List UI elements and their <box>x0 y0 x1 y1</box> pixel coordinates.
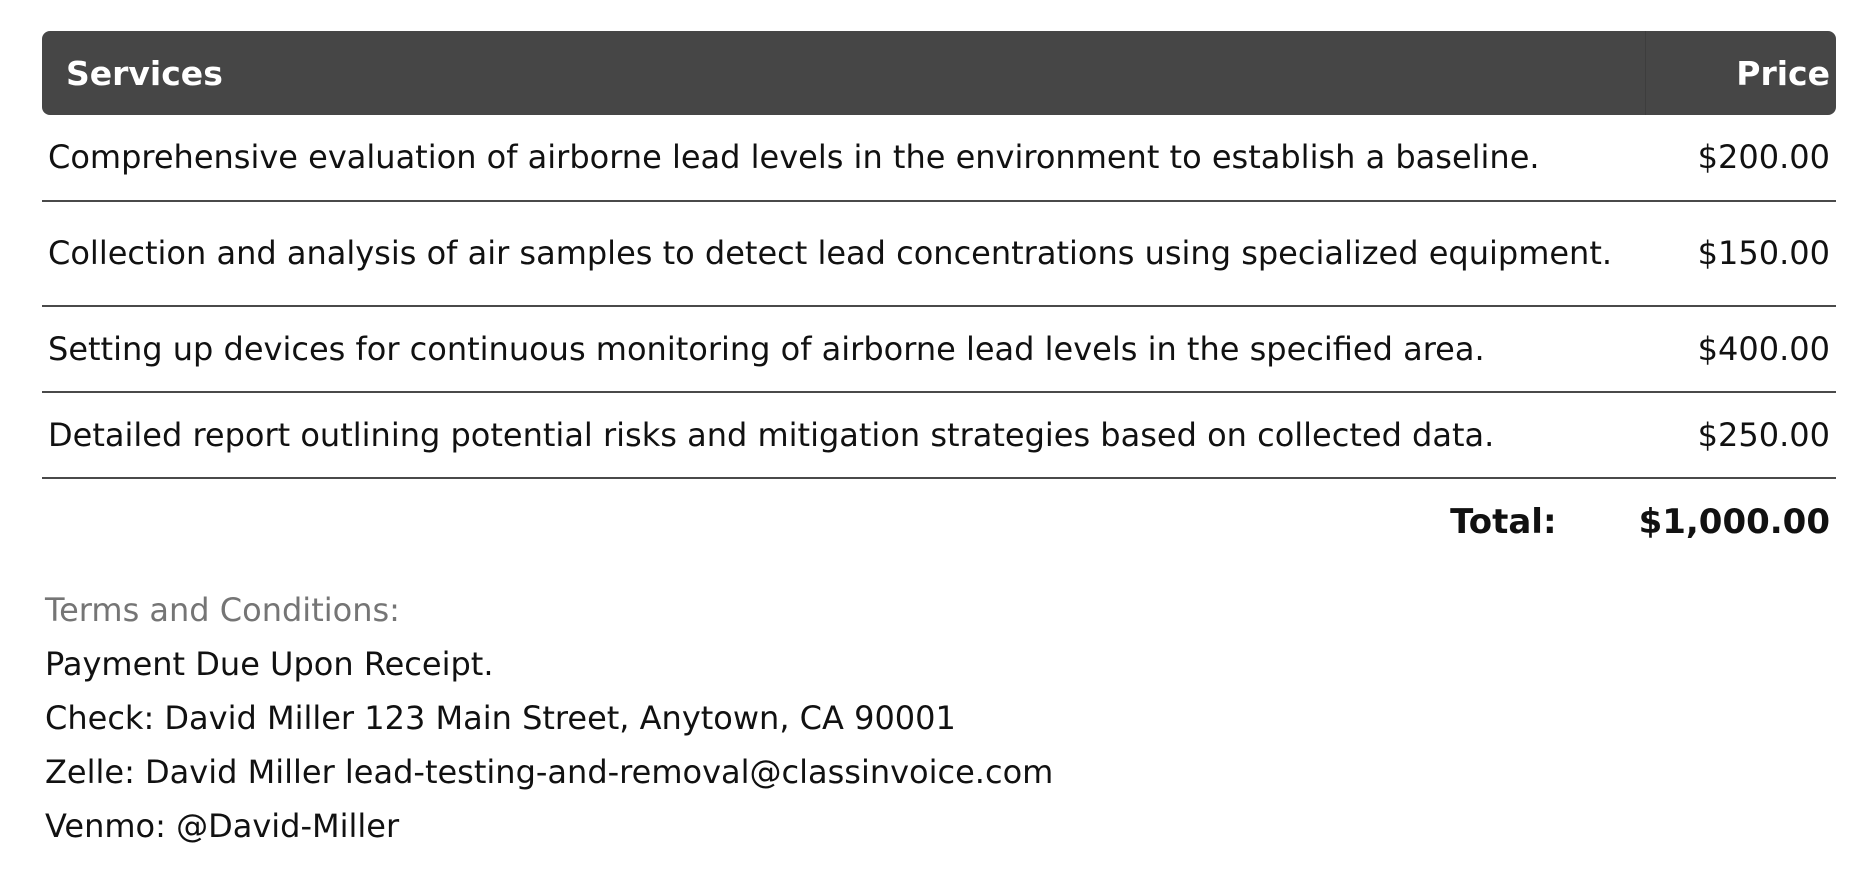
terms-venmo-info: Venmo: @David-Miller <box>45 807 400 845</box>
service-price: $200.00 <box>1646 115 1837 201</box>
services-table <box>42 31 1836 479</box>
terms-check-info: Check: David Miller 123 Main Street, Anytown, CA 90001 <box>45 699 956 737</box>
table-row <box>42 306 1836 392</box>
terms-and-conditions <box>42 583 1836 853</box>
price-column-header: Price <box>1646 31 1837 115</box>
services-column-header: Services <box>42 31 1646 115</box>
invoice-services-section <box>42 31 1836 853</box>
service-price: $150.00 <box>1646 201 1837 306</box>
total-row <box>42 479 1836 565</box>
terms-title: Terms and Conditions: <box>45 591 400 629</box>
table-row <box>42 115 1836 201</box>
service-description: Comprehensive evaluation of airborne lead levels in the environment to establish a baseline. <box>42 115 1646 201</box>
service-description: Detailed report outlining potential risks and mitigation strategies based on collected data. <box>42 392 1646 478</box>
terms-payment-due: Payment Due Upon Receipt. <box>45 645 494 683</box>
service-description: Setting up devices for continuous monitoring of airborne lead levels in the specified area. <box>42 306 1646 392</box>
table-body <box>42 115 1836 478</box>
table-header-row <box>42 31 1836 115</box>
table-row <box>42 392 1836 478</box>
total-value: $1,000.00 <box>1638 502 1830 542</box>
service-price: $400.00 <box>1646 306 1837 392</box>
service-price: $250.00 <box>1646 392 1837 478</box>
service-description: Collection and analysis of air samples to detect lead concentrations using specialized equipment. <box>42 201 1646 306</box>
table-row <box>42 201 1836 306</box>
table-header <box>42 31 1836 115</box>
terms-zelle-info: Zelle: David Miller lead-testing-and-removal@classinvoice.com <box>45 753 1054 791</box>
total-label: Total: <box>1450 502 1557 542</box>
